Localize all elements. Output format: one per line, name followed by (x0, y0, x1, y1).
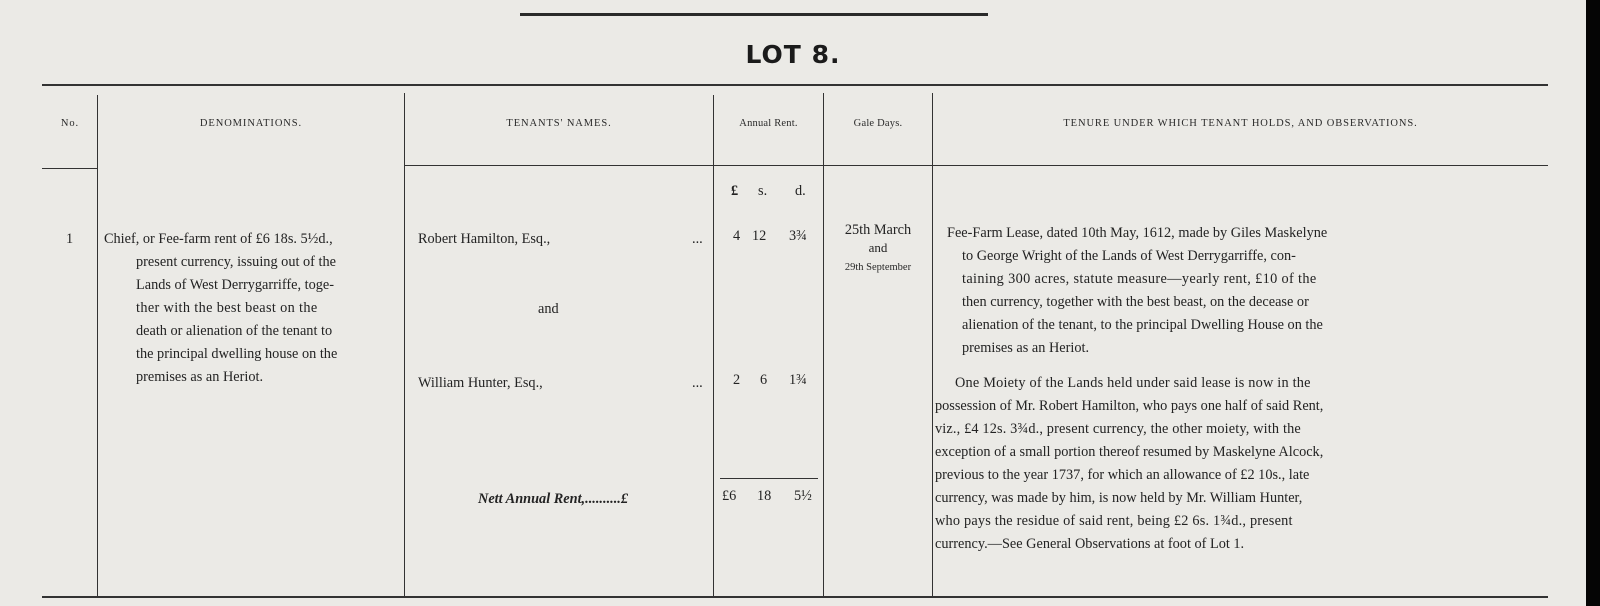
column-divider-4 (823, 93, 824, 597)
tenure-paragraph-2-line: previous to the year 1737, for which an allowance of £2 10s., late (935, 467, 1310, 483)
rent-total-rule (720, 478, 818, 479)
tenant-and: and (538, 301, 559, 317)
tenure-paragraph-1-line: alienation of the tenant, to the principal Dwelling House on the (962, 317, 1323, 333)
tenure-paragraph-2-line: possession of Mr. Robert Hamilton, who pays one half of said Rent, (935, 398, 1324, 414)
tenant-dots-2: ... (692, 375, 703, 391)
header-bottom-rule (404, 165, 1548, 166)
column-divider-2 (404, 93, 405, 597)
column-divider-1 (97, 95, 98, 597)
header-gale-days: Gale Days. (853, 118, 903, 129)
nett-rent-pence: 5½ (794, 488, 812, 504)
header-tenants: TENANTS' NAMES. (506, 118, 612, 129)
tenure-paragraph-1-line: premises as an Heriot. (962, 340, 1090, 356)
tenure-paragraph-2-line: currency.—See General Observations at foot of Lot 1. (935, 536, 1245, 552)
header-denominations: DENOMINATIONS. (199, 118, 303, 129)
header-tenure: TENURE UNDER WHICH TENANT HOLDS, AND OBSERVATIONS. (1063, 118, 1418, 129)
nett-annual-rent-label: Nett Annual Rent,..........£ (478, 491, 629, 507)
tenure-paragraph-2-line: One Moiety of the Lands held under said lease is now in the (955, 375, 1311, 391)
denomination-line: death or alienation of the tenant to (136, 323, 333, 339)
tenure-paragraph-1-line: Fee-Farm Lease, dated 10th May, 1612, made by Giles Maskelyne (947, 225, 1328, 241)
header-annual-rent: Annual Rent. (739, 118, 798, 129)
gale-day-1: 25th March (844, 222, 912, 238)
row-number: 1 (66, 231, 74, 247)
rent-2-pence: 1¾ (789, 372, 807, 388)
gale-day-2: 29th September (844, 262, 912, 273)
rent-1-pence: 3¾ (789, 228, 807, 244)
tenure-paragraph-2-line: viz., £4 12s. 3¾d., present currency, the other moiety, with the (935, 421, 1301, 437)
column-divider-5 (932, 93, 933, 597)
currency-shilling: s. (758, 183, 768, 199)
denomination-line: Lands of West Derrygarriffe, toge- (136, 277, 335, 293)
denomination-line: the principal dwelling house on the (136, 346, 338, 362)
denomination-line: premises as an Heriot. (136, 369, 264, 385)
table-bottom-rule (42, 596, 1548, 598)
header-no: No. (60, 118, 80, 129)
tenure-paragraph-2-line: who pays the residue of said rent, being £2 6s. 1¾d., present (935, 513, 1293, 529)
tenure-paragraph-2-line: currency, was made by him, is now held by Mr. William Hunter, (935, 490, 1303, 506)
nett-rent-pounds: £6 (722, 488, 737, 504)
currency-pence: d. (795, 183, 806, 199)
tenure-paragraph-1-line: to George Wright of the Lands of West Derrygarriffe, con- (962, 248, 1296, 264)
header-bottom-rule-left (42, 168, 98, 169)
currency-pound: £ (731, 183, 739, 199)
table-top-rule (42, 84, 1548, 86)
denomination-line: present currency, issuing out of the (136, 254, 336, 270)
tenure-paragraph-2-line: exception of a small portion thereof resumed by Maskelyne Alcock, (935, 444, 1324, 460)
rent-1-shillings: 12 (752, 228, 767, 244)
scan-right-edge (1586, 0, 1600, 606)
denomination-line: Chief, or Fee-farm rent of £6 18s. 5½d., (104, 231, 333, 247)
rent-2-shillings: 6 (760, 372, 768, 388)
column-divider-3 (713, 95, 714, 597)
tenant-name-2: William Hunter, Esq., (418, 375, 543, 391)
rent-2-pounds: 2 (733, 372, 741, 388)
tenure-paragraph-1-line: then currency, together with the best beast, on the decease or (962, 294, 1309, 310)
lot-title: LOT 8. (745, 40, 841, 69)
rent-1-pounds: 4 (733, 228, 741, 244)
nett-rent-shillings: 18 (757, 488, 772, 504)
tenure-paragraph-1-line: taining 300 acres, statute measure—yearly rent, £10 of the (962, 271, 1317, 287)
tenant-dots-1: ... (692, 231, 703, 247)
gale-day-and: and (868, 240, 888, 255)
top-rule (520, 13, 988, 16)
denomination-line: ther with the best beast on the (136, 300, 318, 316)
tenant-name-1: Robert Hamilton, Esq., (418, 231, 551, 247)
